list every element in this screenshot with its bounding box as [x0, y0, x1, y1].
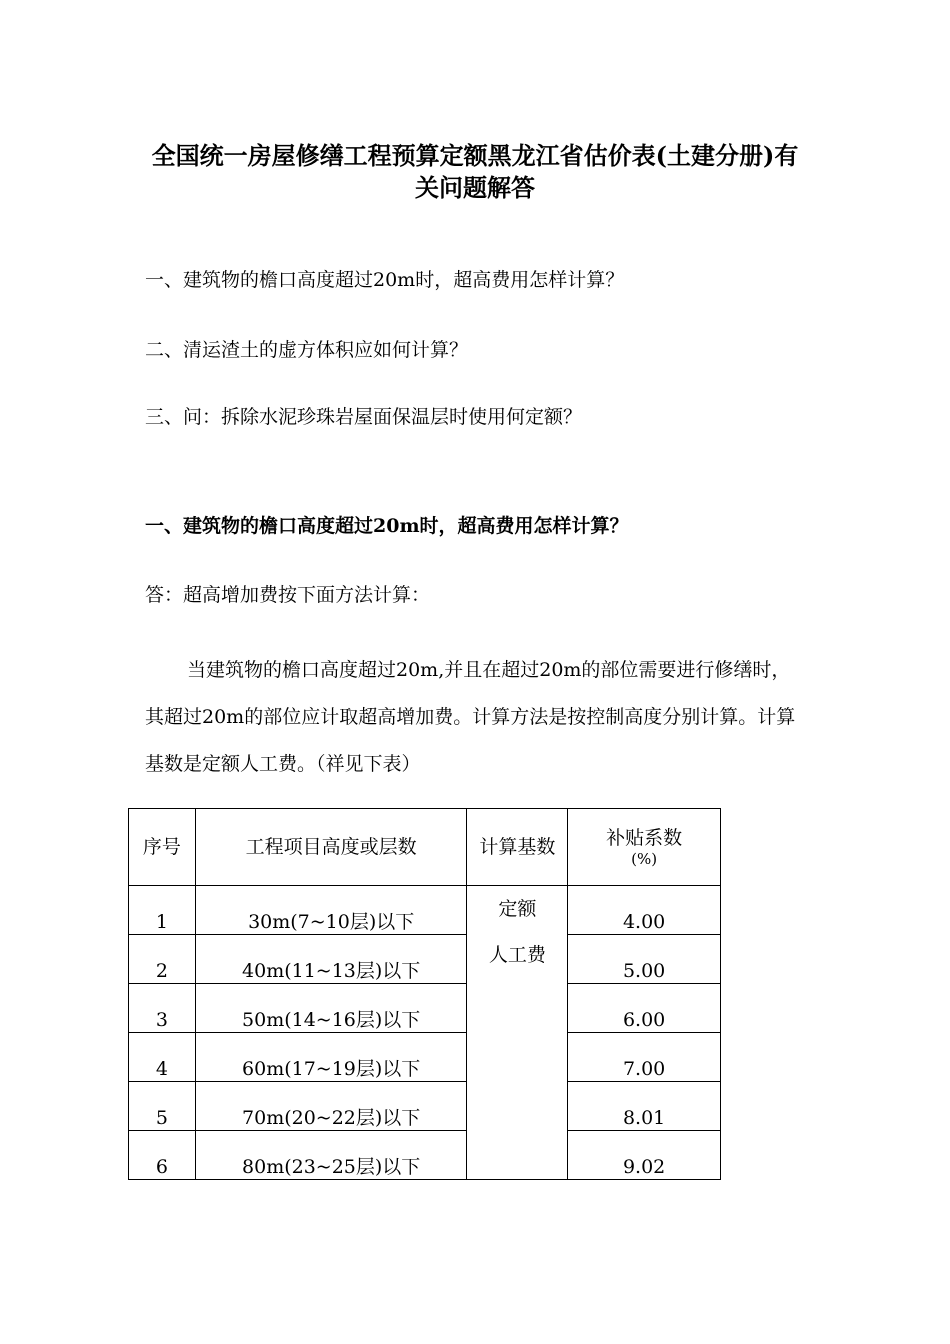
cell-item: 60m(17~19层)以下	[195, 1033, 467, 1082]
table-header-row	[129, 809, 721, 886]
cell-coef: 6.00	[568, 984, 721, 1033]
answer-paragraph: 当建筑物的檐口高度超过20m,并且在超过20m的部位需要进行修缮时，其超过20m的部位应计取超高增加费。计算方法是按控制高度分别计算。计算基数是定额人工费。（祥见下表）	[145, 659, 796, 775]
table-row	[129, 935, 721, 984]
cell-base	[467, 886, 568, 1180]
cell-seq: 3	[129, 984, 196, 1033]
cell-coef: 9.02	[568, 1131, 721, 1180]
cell-coef: 5.00	[568, 935, 721, 984]
cell-base-line1: 定额	[498, 898, 537, 920]
cell-item: 70m(20~22层)以下	[195, 1082, 467, 1131]
cell-coef: 4.00	[568, 886, 721, 935]
cell-coef: 8.01	[568, 1082, 721, 1131]
header-coef-label: 补贴系数	[606, 827, 683, 849]
document-title: 全国统一房屋修缮工程预算定额黑龙江省估价表(土建分册)有关问题解答	[151, 141, 799, 202]
cell-base-line2: 人工费	[488, 944, 546, 966]
table-row	[129, 1033, 721, 1082]
section-1-heading: 一、建筑物的檐口高度超过20m时，超高费用怎样计算？	[145, 515, 629, 537]
cell-seq: 6	[129, 1131, 196, 1180]
surcharge-table	[128, 808, 721, 1180]
header-coef	[568, 809, 721, 886]
cell-item: 80m(23~25层)以下	[195, 1131, 467, 1180]
cell-item: 50m(14~16层)以下	[195, 984, 467, 1033]
header-coef-unit: (%)	[631, 850, 658, 868]
table-row	[129, 1082, 721, 1131]
cell-seq: 4	[129, 1033, 196, 1082]
header-base: 计算基数	[467, 809, 568, 886]
cell-seq: 2	[129, 935, 196, 984]
header-item: 工程项目高度或层数	[195, 809, 467, 886]
cell-item: 30m(7~10层)以下	[195, 886, 467, 935]
question-3: 三、问：拆除水泥珍珠岩屋面保温层时使用何定额？	[145, 406, 583, 428]
table-row	[129, 886, 721, 935]
question-2: 二、清运渣土的虚方体积应如何计算？	[145, 339, 469, 361]
cell-item: 40m(11~13层)以下	[195, 935, 467, 984]
cell-seq: 5	[129, 1082, 196, 1131]
cell-coef: 7.00	[568, 1033, 721, 1082]
answer-intro: 答：超高增加费按下面方法计算：	[145, 584, 431, 606]
header-seq: 序号	[129, 809, 196, 886]
table-row	[129, 1131, 721, 1180]
question-1: 一、建筑物的檐口高度超过20m时，超高费用怎样计算？	[145, 269, 625, 291]
table-row	[129, 984, 721, 1033]
cell-seq: 1	[129, 886, 196, 935]
